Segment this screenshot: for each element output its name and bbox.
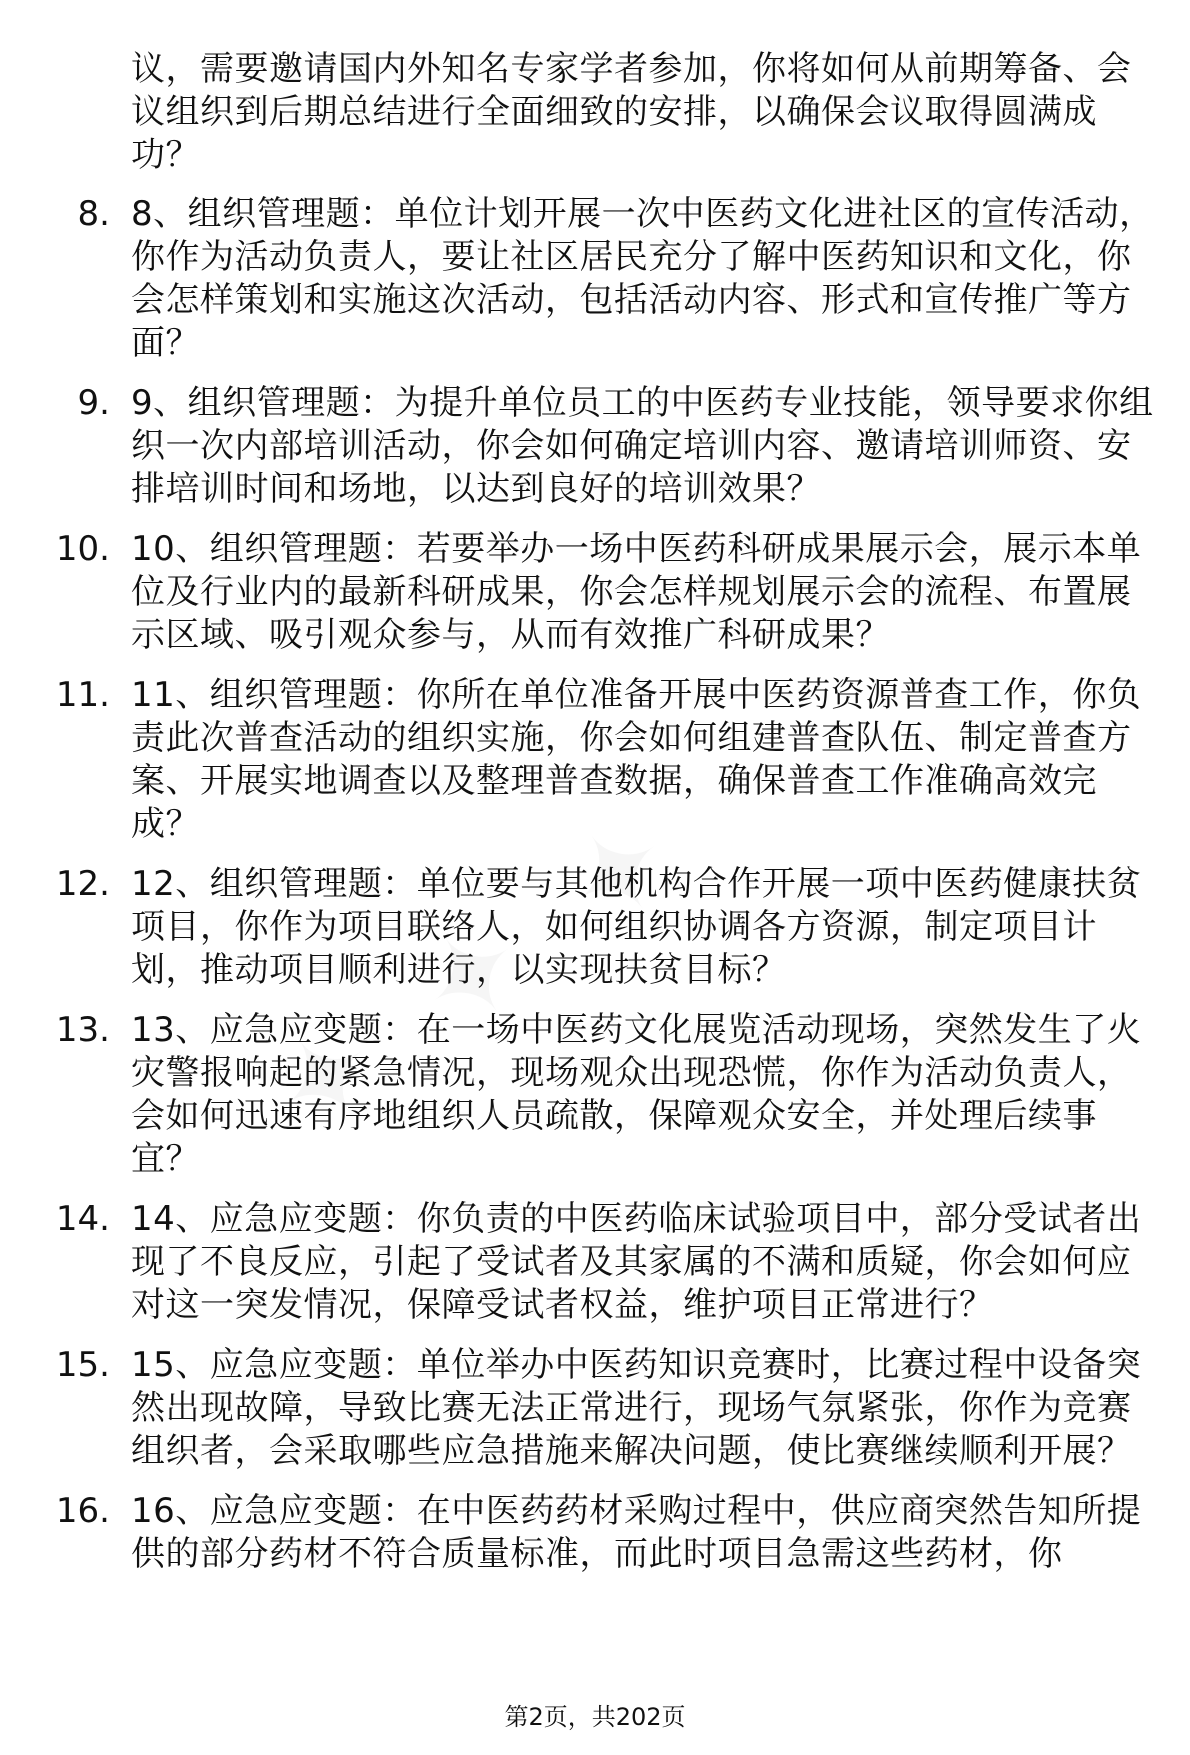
question-text: 9、组织管理题：为提升单位员工的中医药专业技能，领导要求你组织一次内部培训活动，你会如何确定培训内容、邀请培训师资、安排培训时间和场地，以达到良好的培训效果？ — [131, 383, 1154, 509]
question-item — [0, 1490, 1190, 1576]
question-text: 8、组织管理题：单位计划开展一次中医药文化进社区的宣传活动，你作为活动负责人，要让社区居民充分了解中医药知识和文化，你会怎样策划和实施这次活动，包括活动内容、形式和宣传推广等方面？ — [131, 194, 1154, 363]
question-number: 8. — [77, 194, 110, 234]
question-number: 9. — [77, 383, 110, 423]
question-text: 11、组织管理题：你所在单位准备开展中医药资源普查工作，你负责此次普查活动的组织实施，你会如何组建普查队伍、制定普查方案、开展实地调查以及整理普查数据，确保普查工作准确高效完成？ — [131, 675, 1142, 844]
question-item — [0, 528, 1190, 657]
continuation-paragraph: 议，需要邀请国内外知名专家学者参加，你将如何从前期筹备、会议组织到后期总结进行全面细致的安排，以确保会议取得圆满成功？ — [131, 49, 1132, 175]
question-number: 11. — [55, 675, 110, 715]
question-item — [0, 1344, 1190, 1473]
document-body — [0, 48, 1190, 1593]
question-text: 10、组织管理题：若要举办一场中医药科研成果展示会，展示本单位及行业内的最新科研成果，你会怎样规划展示会的流程、布置展示区域、吸引观众参与，从而有效推广科研成果？ — [131, 529, 1142, 655]
question-number: 14. — [55, 1199, 110, 1239]
question-number: 13. — [55, 1010, 110, 1050]
question-text: 12、组织管理题：单位要与其他机构合作开展一项中医药健康扶贫项目，你作为项目联络人，如何组织协调各方资源，制定项目计划，推动项目顺利进行，以实现扶贫目标？ — [131, 864, 1142, 990]
question-number: 16. — [55, 1491, 110, 1531]
question-item — [0, 1198, 1190, 1327]
question-text: 14、应急应变题：你负责的中医药临床试验项目中，部分受试者出现了不良反应，引起了受试者及其家属的不满和质疑，你会如何应对这一突发情况，保障受试者权益，维护项目正常进行？ — [131, 1199, 1142, 1325]
question-number: 15. — [55, 1345, 110, 1385]
question-text: 15、应急应变题：单位举办中医药知识竞赛时，比赛过程中设备突然出现故障，导致比赛无法正常进行，现场气氛紧张，你作为竞赛组织者，会采取哪些应急措施来解决问题，使比赛继续顺利开展？ — [131, 1345, 1142, 1471]
question-text: 16、应急应变题：在中医药药材采购过程中，供应商突然告知所提供的部分药材不符合质量标准，而此时项目急需这些药材，你 — [131, 1491, 1142, 1574]
question-list — [0, 193, 1190, 1576]
question-item — [0, 674, 1190, 846]
question-number: 10. — [55, 529, 110, 569]
page-footer: 第2页，共202页 — [504, 1703, 686, 1731]
question-item — [0, 193, 1190, 365]
question-text: 13、应急应变题：在一场中医药文化展览活动现场，突然发生了火灾警报响起的紧急情况，现场观众出现恐慌，你作为活动负责人，会如何迅速有序地组织人员疏散，保障观众安全，并处理后续事宜？ — [131, 1010, 1142, 1179]
question-item — [0, 1009, 1190, 1181]
question-number: 12. — [55, 864, 110, 904]
question-item — [0, 382, 1190, 511]
question-item — [0, 863, 1190, 992]
